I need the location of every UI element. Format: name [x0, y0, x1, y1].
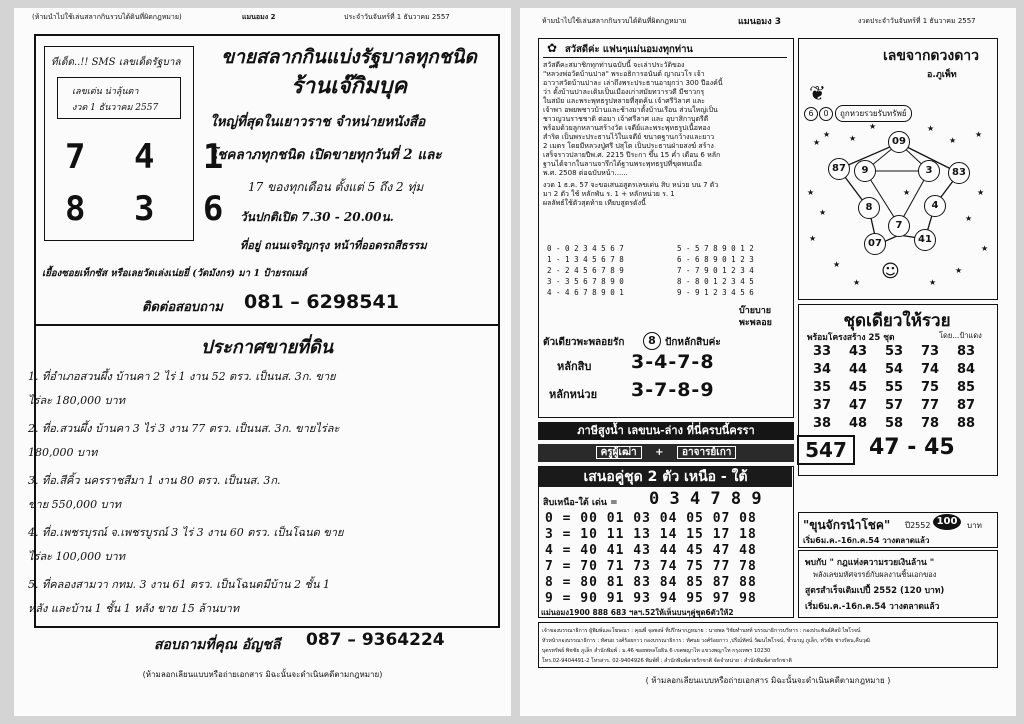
banner-2 — [538, 444, 794, 462]
left-divider — [36, 324, 498, 326]
shop-hours: วันปกติเปิด 7.30 - 20.00น. — [240, 210, 394, 224]
set-cell: 77 — [921, 398, 940, 413]
set-cell: 85 — [957, 380, 976, 395]
left-header-date: ประจำวันจันทร์ที่ 1 ธันวาคม 2557 — [344, 13, 450, 21]
set-cell: 58 — [885, 416, 904, 431]
star-icon: ★ — [833, 260, 841, 269]
set-cell: 43 — [849, 344, 868, 359]
set-cell: 44 — [849, 362, 868, 377]
star-icon: ★ — [807, 188, 815, 197]
greeting-line: สวัสดีคะสมาชิกทุกท่านฉบับนี้ จะเล่าประวัติของ — [543, 61, 685, 69]
formula-cell: 1 - 1 3 4 5 6 7 8 — [547, 255, 624, 264]
greeting-line: อาวาสวัดบ้านปาละ เล่าถึงพระประธานอายุกว่า 300 ปีองค์นี้ — [543, 79, 723, 87]
pair-left: 6 — [804, 107, 818, 121]
land-item-1-line-1: 1. ที่อำเภอสวนผึ้ง บ้านคา 2 ไร่ 1 งาน 52 ตรว. เป็นนส. 3ก. ขาย — [28, 370, 336, 383]
set-cell: 73 — [921, 344, 940, 359]
greeting-line: เจ้าพา อพยพชาวบ้านและช้างมาตั้งบ้านเรือน ส่วนใหญ่เป็น — [543, 106, 718, 114]
right-header-note: ห้ามนำไปใช้เล่นสลากกินรวบได้ดินที่ผิดกฎหมาย — [542, 17, 687, 25]
sms-title: ทีเด็ด..!! SMS เลขเด็ดรัฐบาล — [51, 57, 181, 68]
greeting-body — [543, 61, 789, 208]
set-box — [798, 304, 998, 476]
banner-2-left: ครูผู้เฒ่า — [596, 446, 642, 459]
star-icon: ★ — [927, 124, 935, 133]
left-header-note: (ห้ามนำไปใช้เล่นสลากกินรวบได้ดินที่ผิดกฎหมาย) — [32, 13, 182, 21]
pairs-footer: แม่นอมง1900 888 683 ฯลฯ.52ให้เห็นบนๆคู่ชุด6ตัวให้2 — [541, 608, 734, 617]
shop-line-1: ขายสลากกินแบ่งรัฐบาลทุกชนิด — [221, 46, 477, 68]
set-cell: 53 — [885, 344, 904, 359]
set-cell: 57 — [885, 398, 904, 413]
greeting-line: พร้อมด้วยลูกหลานสร้างวัด เจดีย์และพระพุทธรูปเนื้อทอง — [543, 124, 711, 132]
book2-line-4: เริ่ม6ม.ค.-16ก.ค.54 วางตลาดแล้ว — [805, 602, 940, 612]
pairs-row: 3 = 10 11 13 14 15 17 18 — [545, 527, 757, 542]
set-box-author: โดย...ป้าแดง — [939, 331, 982, 340]
greeting-line: "หลวงพ่อวัดบ้านปาล" พระอธิการอนันต์ ญาณวโร เจ้า — [543, 70, 705, 78]
credit-line: บุตรทรัพย์ พิชชัย ภูเล็ก สำนักพิมพ์ : ม.46 ซอยพหลโยธิน 6 เขตพญาไท แขวงพญาไท กรุงเทพฯ 10230 — [542, 648, 771, 654]
key-box: 547 — [797, 435, 855, 465]
star-icon: ★ — [981, 244, 989, 253]
formula-cell: 2 - 2 4 5 6 7 8 9 — [547, 266, 624, 275]
set-cell: 83 — [957, 344, 976, 359]
set-cell: 45 — [849, 380, 868, 395]
land-item-3-line-1: 3. ที่อ.สีคิ้ว นครราชสีมา 1 งาน 80 ตรว. เป็นนส. 3ก. — [28, 474, 281, 487]
book2-line-2: พลังเลขมหัศจรรย์กับผลงานชิ้นเอกของ — [813, 570, 937, 579]
pair-right: 0 — [819, 107, 833, 121]
formula-cell: 7 - 7 9 0 1 2 3 4 — [677, 266, 754, 275]
greeting-line: สำริด เป็นพระประธานไว้ในเจดีย์ ขนาดฐานกว้างและยาว — [543, 133, 715, 141]
credit-line: เจ้าของบรรณาธิการ ผู้พิมพ์และโฆษณา : คุณพี่ จุลพงษ์ ที่ปรึกษากฎหมาย : นายพล วิชัยทำนทท์ บรรณาธิการบริหาร : กองประพันธ์ศิลป์ ไพโรจน์ — [542, 628, 861, 634]
set-cell: 74 — [921, 362, 940, 377]
star-icon: ★ — [975, 130, 983, 139]
set-cell: 87 — [957, 398, 976, 413]
formula-intro-3: ผลลัพธ์ใช้ตัวสุดท้าย เทียบสูตรดังนี้ — [543, 199, 646, 207]
set-cell: 38 — [813, 416, 832, 431]
star-circle: 41 — [914, 229, 936, 251]
land-contact-phone: 087 – 9364224 — [306, 630, 445, 650]
greeting-line: เสร็จราวปลายปีพ.ศ. 2215 ปีระกา ขึ้น 15 ค่ำ เดือน 6 หลัก — [543, 151, 721, 159]
credits-box — [538, 622, 998, 668]
shop-line-4: โชคลาภทุกชนิด เปิดขายทุกวันที่ 2 และ — [210, 147, 442, 163]
pairs-value: 0 3 4 7 8 9 — [649, 489, 762, 509]
greeting-line: ว่า ตั้งบ้านปาละเดิมเป็นเมืองเก่าสมัยทวารวดี มีชาวกรุ — [543, 88, 705, 96]
star-icon: ★ — [949, 136, 957, 145]
star-icon: ★ — [823, 130, 831, 139]
banner-1: ภาษีสูงน้ำ เลขบน-ล่าง ที่นี่ครบนี้ครรา — [538, 422, 794, 440]
land-contact-label: สอบถามที่คุณ อัญชลี — [154, 637, 281, 653]
land-item-1-line-2: ไร่ละ 180,000 บาท — [28, 394, 125, 407]
set-cell: 47 — [849, 398, 868, 413]
formula-cell: 4 - 4 6 7 8 9 0 1 — [547, 288, 624, 297]
formula-cell: 3 - 3 5 6 7 8 9 0 — [547, 277, 624, 286]
shop-line-5: 17 ของทุกเดือน ตั้งแต่ 5 ถึง 2 ทุ่ม — [248, 180, 424, 194]
book2-line-3: สูตรสำเร็จเติมเปปี้ 2552 (120 บาท) — [805, 586, 945, 596]
formula-intro-2: มา 2 ตัว ใช้ หลักพัน ร. 1 + หลักหน่วย ร. 1 — [543, 190, 675, 198]
banner-2-right: อาจารย์เกา — [677, 446, 736, 459]
book-year: ปี2552 — [905, 521, 931, 530]
set-box-subtitle: พร้อมโครงสร้าง 25 ชุด — [807, 333, 895, 343]
right-footer-note: ( ห้ามลอกเลียนแบบหรือถ่ายเอกสาร มิฉะนั้นจะดำเนินคดีตามกฎหมาย ) — [645, 676, 891, 685]
land-item-5-line-1: 5. ที่คลองสามวา กทม. 3 งาน 61 ตรว. เป็นโฉนดมีบ้าน 2 ชั้น 1 — [28, 578, 330, 591]
flower-icon: ✿ — [547, 41, 558, 55]
pair-label: ถูกหวยรวยรับทรัพย์ — [835, 105, 912, 122]
star-circle: 87 — [828, 158, 850, 180]
left-header-center: แมนอมง 2 — [242, 13, 276, 21]
set-cell: 54 — [885, 362, 904, 377]
book-ad-2 — [798, 550, 998, 618]
pairs-row: 4 = 40 41 43 44 45 47 48 — [545, 543, 757, 558]
banner-2-mid: + — [655, 447, 664, 458]
ornament-icon: ❦ — [809, 81, 826, 105]
land-title: ประกาศขายที่ดิน — [200, 337, 333, 358]
book2-line-1: พบกับ " กฎแห่งความรวยเงินล้าน " — [805, 558, 935, 568]
shop-address-1: ที่อยู่ ถนนเจริญกรุง หน้าที่ออดรถสีธรรม — [240, 239, 427, 252]
figure-icon: ☺ — [881, 261, 900, 282]
left-footer-note: (ห้ามลอกเลียนแบบหรือถ่ายเอกสาร มิฉะนั้นจะดำเนินคดีตามกฎหมาย) — [142, 670, 383, 679]
pairs-row: 0 = 00 01 03 04 05 07 08 — [545, 511, 757, 526]
formula-table — [547, 243, 787, 298]
greeting-line: 2 เมตร โดยมีหลวงปู่ศรี ปสุโต เป็นประธานฝ่ายสงฆ์ สร้าง — [543, 142, 714, 150]
star-box-author: อ.ภูเพ็ท — [927, 70, 957, 80]
star-icon: ★ — [809, 234, 817, 243]
pairs-row: 8 = 80 81 83 84 85 87 88 — [545, 575, 757, 590]
right-header-date: งวดประจำวันจันทร์ที่ 1 ธันวาคม 2557 — [858, 17, 976, 25]
set-cell: 48 — [849, 416, 868, 431]
star-circle: 8 — [858, 197, 880, 219]
sms-subtitle: เลขเด่น น่าลุ้นตา — [72, 87, 139, 97]
star-circle: 07 — [864, 233, 886, 255]
greeting-line: พ.ศ. 2508 ต่อฉบับหน้า...... — [543, 169, 628, 177]
set-cell: 34 — [813, 362, 832, 377]
set-cell: 84 — [957, 362, 976, 377]
shop-line-3: ใหญ่ที่สุดในเยาวราช จำหน่ายหนังสือ — [210, 114, 426, 130]
star-icon: ★ — [819, 208, 827, 217]
star-icon: ★ — [849, 134, 857, 143]
star-icon: ★ — [955, 266, 963, 275]
book-sale: เริ่ม6ม.ค.-16ก.ค.54 วางตลาดแล้ว — [803, 536, 930, 545]
star-icon: ★ — [977, 188, 985, 197]
formula-intro-1: งวด 1 ธ.ค. 57 จะขอเสนอสูตรเลขเด่น สิบ หน่วย บน 7 ตัว — [543, 181, 719, 189]
units-label: หลักหน่วย — [549, 388, 598, 401]
set-grid — [813, 343, 975, 433]
star-icon: ★ — [903, 188, 911, 197]
sms-set-1: 7 4 1 — [65, 137, 238, 177]
star-icon: ★ — [813, 138, 821, 147]
signature-1: บ๊ายบาย — [739, 306, 772, 316]
star-box — [798, 38, 998, 300]
units-value: 3-7-8-9 — [631, 379, 715, 401]
book-title: "ขุนจักรนำโชค" — [803, 518, 891, 532]
land-item-2-line-2: 180,000 บาท — [28, 446, 98, 459]
single-suffix: ปักหลักสิบค่ะ — [665, 337, 721, 348]
sms-set-2: 8 3 6 — [65, 189, 238, 229]
shop-name: ร้านเจ๊กิมบุค — [290, 73, 408, 99]
credit-line: หัวหน้ากองบรรณาธิการ : ทัศนย วงศ์ร้อยกาว กองบรรณาธิการ : ทัศนย วงศ์ร้อยกาว ,ปรีณ์ทัศน์ วัฒนไพโรจน์, ช้ำนาญ ภูเล็ก, ทวีชัย ช่างรัตน,คืนวุฒิ — [542, 638, 870, 644]
star-icon: ★ — [929, 278, 937, 287]
greeting-title: สวัสดีค่ะ แฟนๆแม่นอมงทุกท่าน — [565, 44, 693, 55]
greeting-line: ฐานได้จากในลานจารึกได้ฐานพระพุทธรูปที่ขุดพบเมื่อ — [543, 160, 702, 168]
star-icon: ★ — [965, 214, 973, 223]
right-header-center: แมนอมง 3 — [738, 17, 782, 27]
left-page — [14, 8, 511, 716]
greeting-line: ในสมัย และพระพุทธรูปหลายที่สุดค้น เจ้าศรีวิลาศ และ — [543, 97, 705, 105]
shop-contact-phone: 081 – 6298541 — [244, 291, 399, 313]
set-cell: 37 — [813, 398, 832, 413]
sms-box — [44, 46, 238, 241]
right-page — [520, 8, 1016, 716]
credit-line: โทร.02-9404491-2 โทรสาร. 02-9404926 พิมพ์ที่ : สำนักพิมพ์สายรักชาติ จัดจำหน่าย : สำนักพิมพ์สายรักชาติ — [542, 658, 792, 664]
land-item-5-line-2: หลัง และบ้าน 1 ชั้น 1 หลัง ขาย 15 ล้านบาท — [28, 602, 240, 615]
book-ad — [798, 512, 998, 548]
formula-cell: 0 - 0 2 3 4 5 6 7 — [547, 244, 624, 253]
sms-draw-label — [57, 77, 181, 119]
pairs-row: 7 = 70 71 73 74 75 77 78 — [545, 559, 757, 574]
formula-cell: 8 - 8 0 1 2 3 4 5 — [677, 277, 754, 286]
set-cell: 33 — [813, 344, 832, 359]
land-item-2-line-1: 2. ที่อ.สวนผึ้ง บ้านคา 3 ไร่ 3 งาน 77 ตรว. เป็นนส. 3ก. ขายไร่ละ — [28, 422, 340, 435]
star-circle: 09 — [888, 131, 910, 153]
greeting-line: ชาวญวนราชชาติ ต่อมา เจ้าศรีลาศ และ อุบาสิกาบุตรีดี — [543, 115, 709, 123]
star-circle: 83 — [948, 162, 970, 184]
star-circle: 3 — [918, 160, 940, 182]
set-box-title: ชุดเดียวให้รวย — [843, 311, 951, 331]
greeting-title-bar — [543, 41, 787, 58]
pairs-row: 9 = 90 91 93 94 95 97 98 — [545, 591, 757, 606]
signature-2: พะพลอย — [739, 318, 772, 328]
land-item-4-line-2: ไร่ละ 100,000 บาท — [28, 550, 125, 563]
set-cell: 35 — [813, 380, 832, 395]
credits — [542, 626, 870, 666]
tens-value: 3-4-7-8 — [631, 351, 715, 373]
sms-draw: งวด 1 ธันวาคม 2557 — [72, 103, 159, 113]
land-item-4-line-1: 4. ที่อ.เพชรบุรณ์ จ.เพชรบูรณ์ 3 ไร่ 3 งาน 60 ตรว. เป็นโฉนด ขาย — [28, 526, 344, 539]
star-icon: ★ — [853, 278, 861, 287]
shop-address-2: เยื้องซอยเท็กซัส หรือเลยวัดเล่งเน่ยยี่ (วัดมังกร) มา 1 ป้ายรถเมล์ — [42, 268, 307, 279]
set-cell: 55 — [885, 380, 904, 395]
formula-cell: 6 - 6 8 9 0 1 2 3 — [677, 255, 754, 264]
key-pair: 47 - 45 — [869, 435, 955, 460]
set-cell: 75 — [921, 380, 940, 395]
tens-label: หลักสิบ — [557, 360, 592, 373]
pairs-box — [538, 466, 794, 618]
shop-contact-label: ติดต่อสอบถาม — [142, 300, 223, 315]
pairs-title: เสนอคู่ชุด 2 ตัว เหนือ - ใต้ — [539, 467, 792, 487]
set-cell: 78 — [921, 416, 940, 431]
pairs-label: สิบเหนือ-ใต้ เด่น = — [543, 498, 618, 508]
star-circle: 9 — [854, 160, 876, 182]
star-circle: 4 — [924, 195, 946, 217]
greeting-box — [538, 38, 794, 418]
land-item-3-line-2: ขาย 550,000 บาท — [28, 498, 122, 511]
book-price: 100 — [933, 514, 961, 530]
single-label: ตัวเดียวพะพลอยรัก — [543, 337, 625, 348]
single-digit: 8 — [643, 332, 661, 350]
formula-cell: 5 - 5 7 8 9 0 1 2 — [677, 244, 754, 253]
star-box-title: เลขจากดวงดาว — [882, 48, 980, 64]
book-price-unit: บาท — [967, 521, 982, 530]
pairs-rows — [545, 511, 757, 607]
star-circle: 7 — [888, 215, 910, 237]
star-icon: ★ — [869, 122, 877, 131]
formula-cell: 9 - 9 1 2 3 4 5 6 — [677, 288, 754, 297]
set-cell: 88 — [957, 416, 976, 431]
